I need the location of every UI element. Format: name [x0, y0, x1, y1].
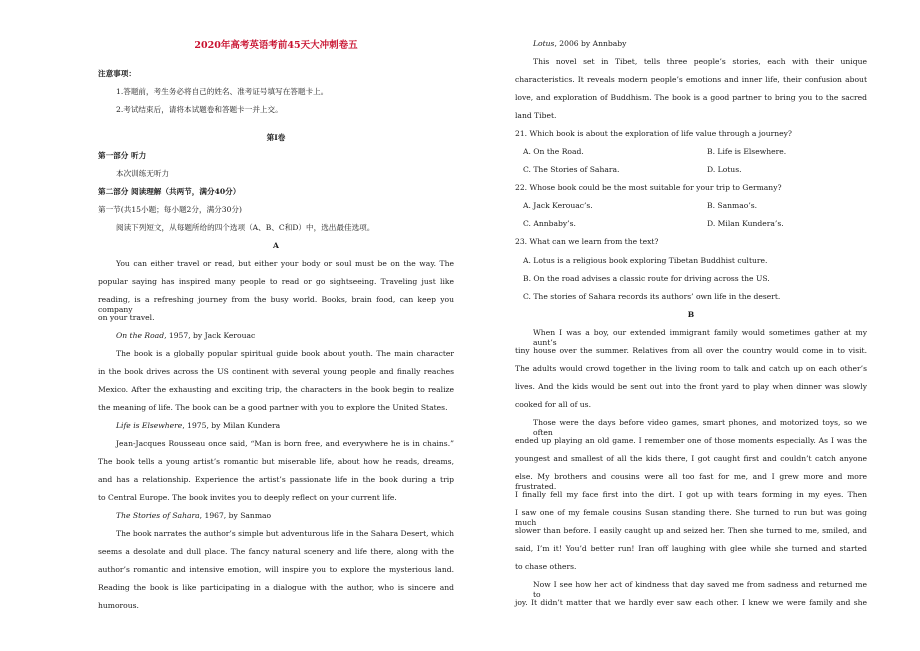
part1-note: 本次训练无听力 — [116, 169, 170, 178]
answer-option: C. The Stories of Sahara. — [523, 165, 620, 174]
passage-b-line: else. My brothers and cousins were all too fast for me, and I grew more and more frustrated. — [515, 472, 867, 491]
passage-b-line: tiny house over the summer. Relatives from all over the country would come in to visit. — [515, 346, 867, 355]
passage-a-line: characteristics. It reveals modern people’s emotions and inner life, their confusion about — [515, 75, 867, 84]
passage-a-line: in the book drives across the US continent with several young people and finally reaches — [98, 367, 454, 376]
answer-option: C. The stories of Sahara records its authors’ own life in the desert. — [523, 292, 781, 301]
passage-a-line: humorous. — [98, 601, 139, 610]
answer-option: B. On the road advises a classic route for driving across the US. — [523, 274, 770, 283]
volume-heading: 第Ⅰ卷 — [266, 133, 286, 142]
passage-a-line: seems a desolate and dull place. The fancy natural scenery and life there, along with the — [98, 547, 454, 556]
notes-item-2: 2.考试结束后，请将本试题卷和答题卡一并上交。 — [116, 105, 283, 114]
book-meta: , 1957, by Jack Kerouac — [164, 331, 256, 340]
passage-b-label: B — [687, 310, 695, 319]
exam-title: 2020年高考英语考前45天大冲刺卷五 — [194, 40, 358, 51]
answer-option: D. Lotus. — [707, 165, 742, 174]
book-meta: , 1967, by Sanmao — [199, 511, 272, 520]
passage-a-line: Jean-Jacques Rousseau once said, “Man is born free, and everywhere he is in chains.” — [116, 439, 454, 448]
passage-a-line: love, and exploration of Buddhism. The book is a good partner to bring you to the sacred — [515, 93, 867, 102]
passage-a-line: Reading the book is like participating in a dialogue with the author, who is sincere and — [98, 583, 454, 592]
passage-b-line: The adults would crowd together in the living room to talk and catch up on each other’s — [515, 364, 867, 373]
passage-a-line: and has a relationship. Experience the artist’s passionate life in the book during a trip — [98, 475, 454, 484]
book-meta: , 1975, by Milan Kundera — [182, 421, 281, 430]
answer-option: C. Annbaby’s. — [523, 219, 576, 228]
passage-b-line: I finally fell my face first into the dirt. I got up with tears forming in my eyes. Then — [515, 490, 867, 499]
answer-option: A. Jack Kerouac’s. — [523, 201, 593, 210]
passage-b-line: cooked for all of us. — [515, 400, 591, 409]
answer-option: A. Lotus is a religious book exploring Tibetan Buddhist culture. — [523, 256, 768, 265]
passage-a-line: You can either travel or read, but either your body or soul must be on the way. The — [116, 259, 454, 268]
answer-option: B. Life is Elsewhere. — [707, 147, 787, 156]
passage-b-line: joy. It didn’t matter that we hardly ever saw each other. I knew we were family and she — [515, 598, 867, 607]
passage-a-label: A — [273, 241, 279, 250]
passage-a-line: The book narrates the author’s simple but adventurous life in the Sahara Desert, which — [116, 529, 454, 538]
passage-a-line: the meaning of life. The book can be a good partner with you to explore the United States. — [98, 403, 448, 412]
question-stem: 23. What can we learn from the text? — [515, 237, 659, 246]
passage-b-line: lives. And the kids would be sent out into the front yard to play when dinner was slowly — [515, 382, 867, 391]
answer-option: B. Sanmao’s. — [707, 201, 758, 210]
section1-heading: 第一节(共15小题；每小题2分，满分30分) — [98, 205, 242, 214]
question-stem: 21. Which book is about the exploration of life value through a journey? — [515, 129, 793, 138]
passage-a-line: on your travel. — [98, 313, 155, 322]
answer-option: D. Milan Kundera’s. — [707, 219, 784, 228]
passage-a-line: author’s romantic and intensive emotion, will inspire you to explore the mysterious land. — [98, 565, 454, 574]
passage-a-line: land Tibet. — [515, 111, 557, 120]
passage-b-line: I saw one of my female cousins Susan standing there. She turned to run but was going much — [515, 508, 867, 527]
instruction: 阅读下列短文，从每题所给的四个选项（A、B、C和D）中，选出最佳选项。 — [116, 223, 375, 232]
book-heading — [116, 331, 255, 341]
passage-a-line: This novel set in Tibet, tells three people’s stories, each with their unique — [533, 57, 867, 66]
passage-a-line: popular saying has inspired many people to read or go sightseeing. Traveling just like — [98, 277, 454, 286]
passage-a-line: to Central Europe. The book invites you to deeply reflect on your current life. — [98, 493, 397, 502]
book-title: Lotus — [533, 39, 555, 48]
book-title: Life is Elsewhere — [116, 421, 183, 430]
book-title: The Stories of Sahara — [116, 511, 200, 520]
passage-b-line: When I was a boy, our extended immigrant family would sometimes gather at my aunt’s — [533, 328, 867, 347]
passage-b-line: to chase others. — [515, 562, 577, 571]
notes-heading: 注意事项： — [98, 69, 136, 78]
book-title: On the Road — [116, 331, 165, 340]
passage-b-line: slower than before. I easily caught up and seized her. Then she turned to me, smiled, and — [515, 526, 867, 535]
book-heading — [533, 39, 626, 49]
passage-b-line: said, I’m it! You’d better run! Iran off laughing with glee while she turned and started — [515, 544, 867, 553]
book-heading — [116, 511, 271, 521]
answer-option: A. On the Road. — [523, 147, 584, 156]
part2-heading: 第二部分 阅读理解（共两节，满分40分） — [98, 187, 241, 196]
passage-a-line: Mexico. After the exhausting and exciting trip, the characters in the book begin to realize — [98, 385, 454, 394]
book-meta: , 2006 by Annbaby — [554, 39, 627, 48]
passage-a-line: The book tells a young artist’s romantic but miserable life, about how he reads, dreams, — [98, 457, 454, 466]
passage-b-line: Now I see how her act of kindness that day saved me from sadness and returned me to — [533, 580, 867, 599]
passage-a-line: reading, is a refreshing journey from the busy world. Books, brain food, can keep you company — [98, 295, 454, 314]
notes-item-1: 1.答题前，考生务必将自己的姓名、准考证号填写在答题卡上。 — [116, 87, 329, 96]
passage-b-line: ended up playing an old game. I remember one of those moments especially. As I was the — [515, 436, 867, 445]
book-heading — [116, 421, 280, 431]
part1-heading: 第一部分 听力 — [98, 151, 147, 160]
passage-b-line: youngest and smallest of all the kids there, I got caught first and couldn’t catch anyone — [515, 454, 867, 463]
passage-b-line: Those were the days before video games, smart phones, and motorized toys, so we often — [533, 418, 867, 437]
passage-a-line: The book is a globally popular spiritual guide book about youth. The main character — [116, 349, 454, 358]
question-stem: 22. Whose book could be the most suitable for your trip to Germany? — [515, 183, 782, 192]
